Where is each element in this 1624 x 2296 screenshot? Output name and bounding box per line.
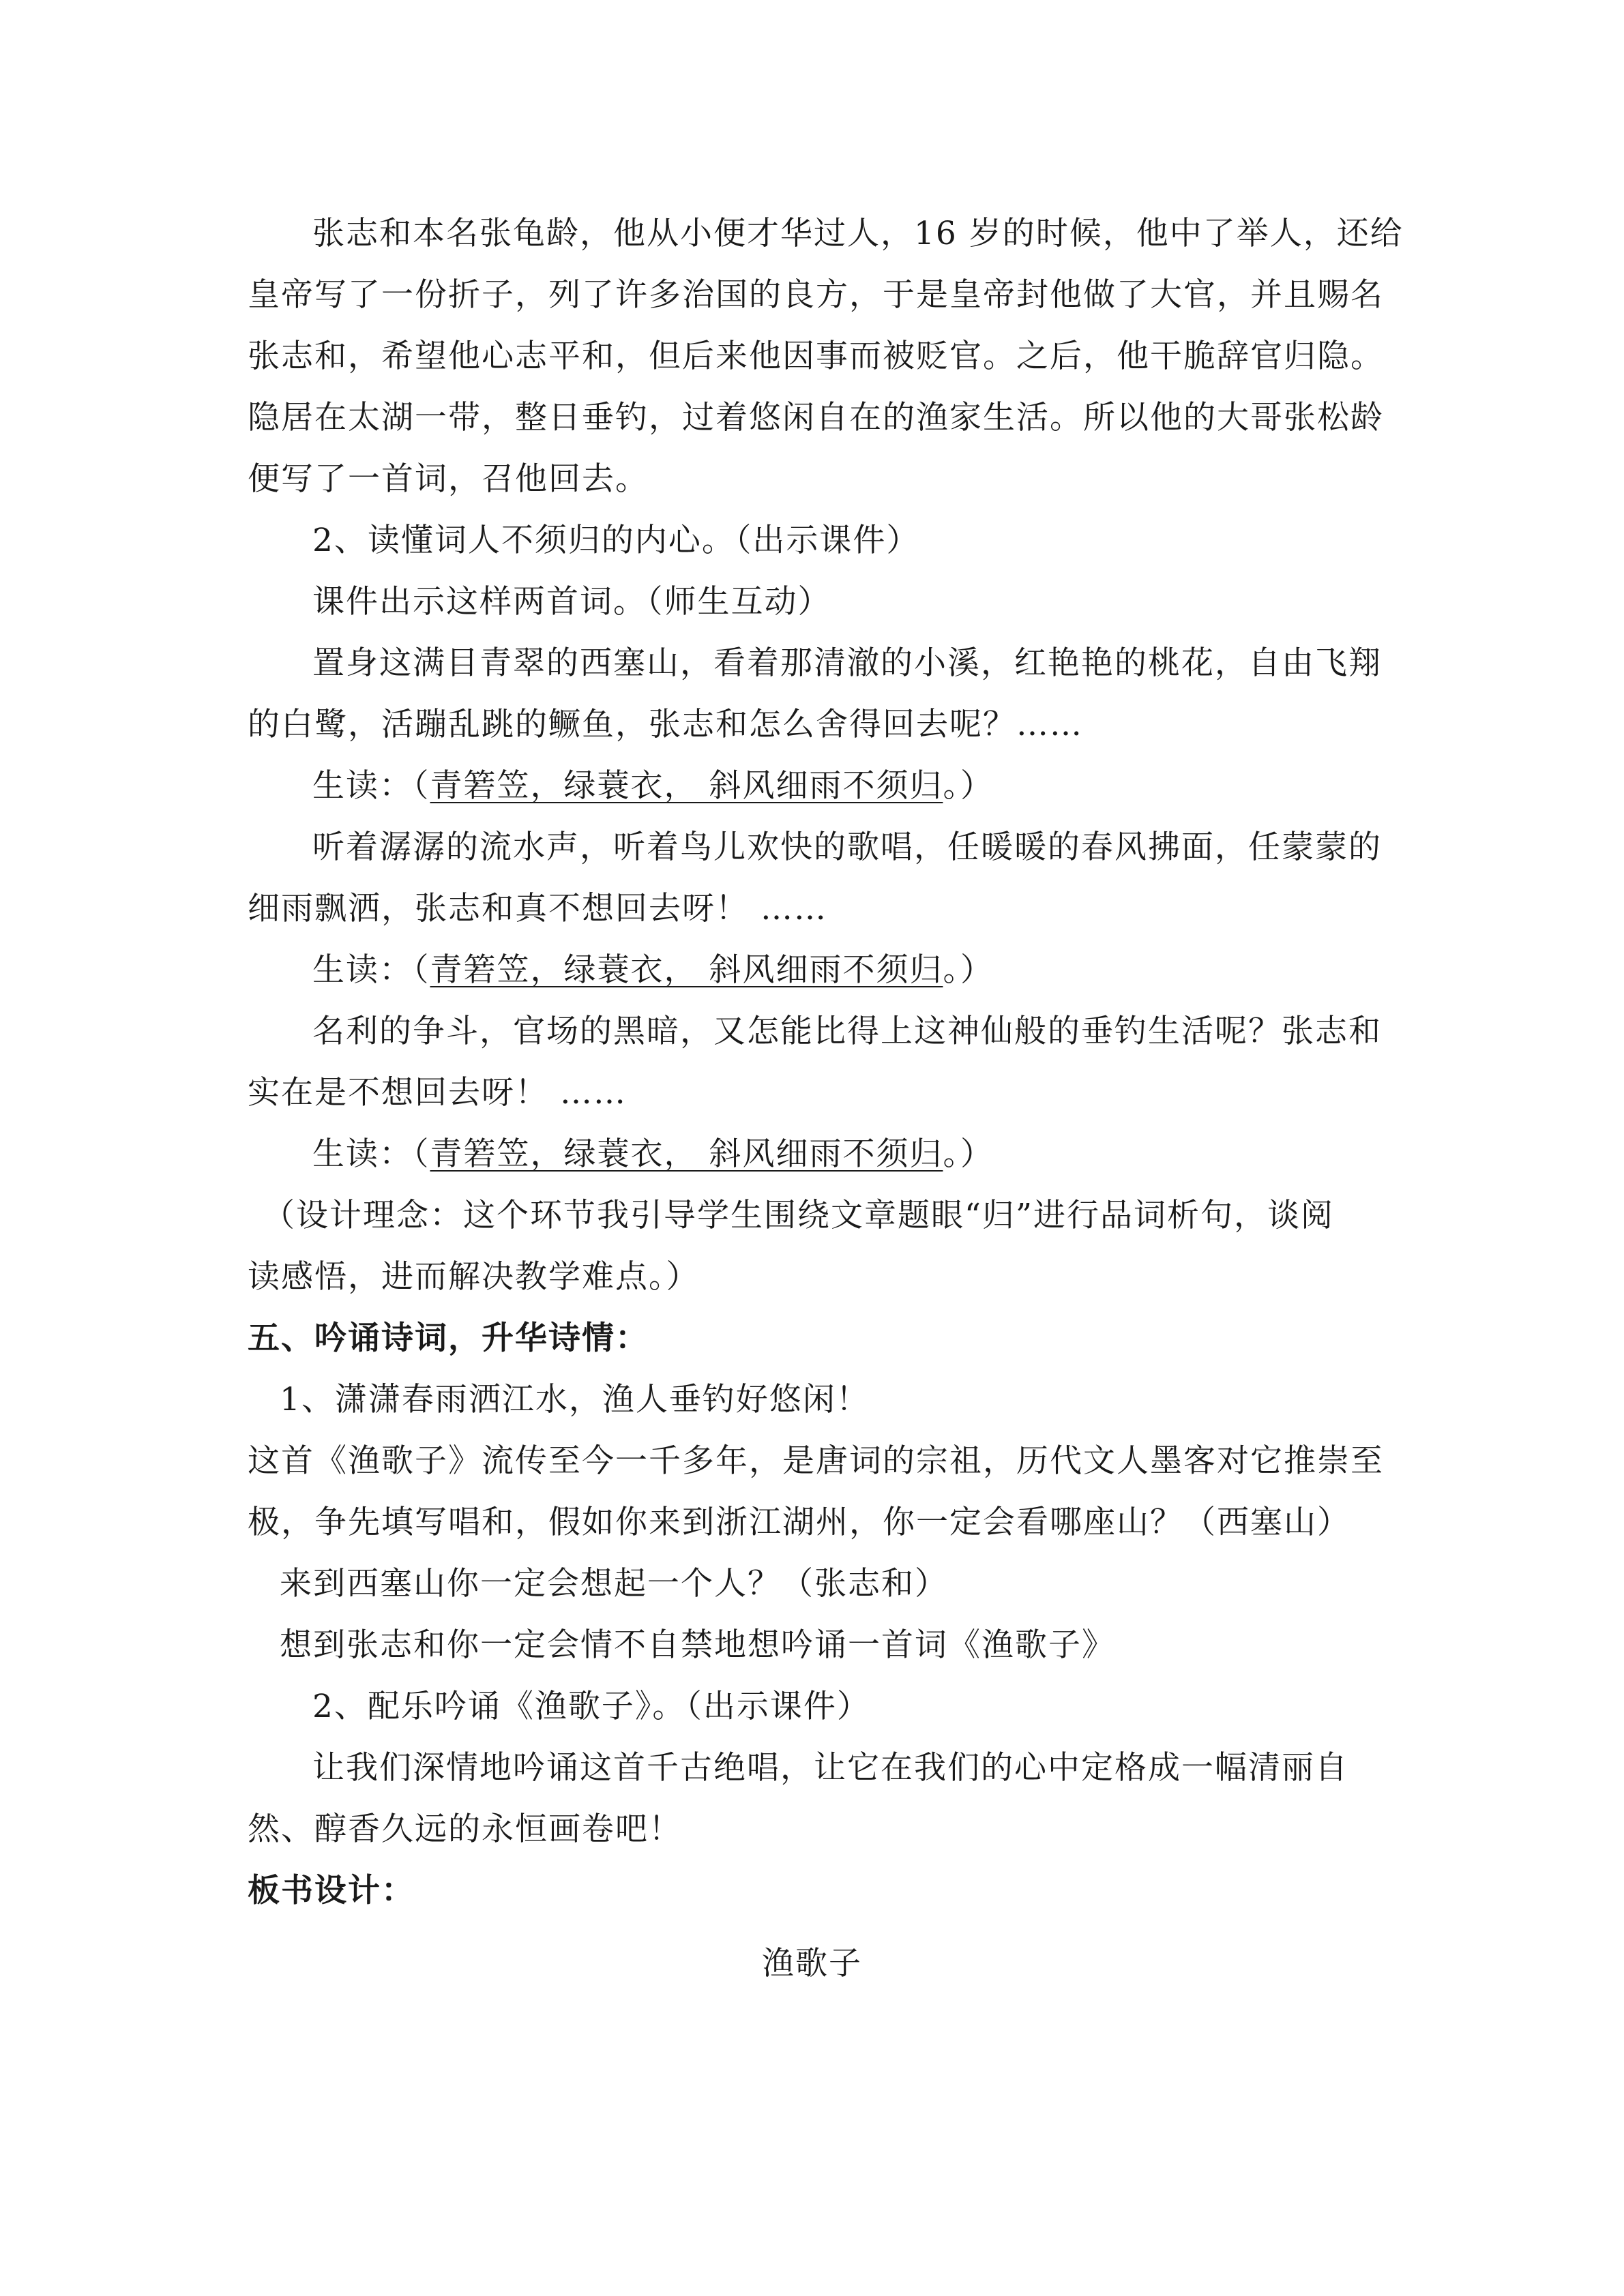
- paragraph-line: 名利的争斗，官场的黑暗，又怎能比得上这神仙般的垂钓生活呢？张志和: [312, 1013, 1382, 1050]
- reading-prefix: 生读：（: [312, 767, 430, 805]
- design-note-line: 读感悟，进而解决教学难点。）: [248, 1258, 700, 1296]
- reading-prefix: 生读：（: [312, 1135, 430, 1173]
- paragraph-line: 想到张志和你一定会情不自禁地想吟诵一首词《渔歌子》: [280, 1626, 1115, 1664]
- paragraph-line: 这首《渔歌子》流传至今一千多年，是唐词的宗祖，历代文人墨客对它推崇至: [248, 1442, 1384, 1480]
- section-item: 2、读懂词人不须归的内心。（出示课件）: [312, 522, 920, 559]
- paragraph-line: 便写了一首词，召他回去。: [248, 460, 649, 498]
- reading-suffix: 。）: [943, 1135, 994, 1173]
- student-reading-line: [312, 1134, 1445, 1175]
- paragraph-line: 细雨飘洒，张志和真不想回去呀！ ……: [248, 890, 827, 927]
- paragraph-line: 极，争先填写唱和，假如你来到浙江湖州，你一定会看哪座山？（西塞山）: [248, 1504, 1350, 1541]
- reading-suffix: 。）: [943, 951, 994, 989]
- reading-prefix: 生读：（: [312, 951, 430, 989]
- paragraph-line: 实在是不想回去呀！ ……: [248, 1074, 627, 1112]
- paragraph-line: 隐居在太湖一带，整日垂钓，过着悠闲自在的渔家生活。所以他的大哥张松龄: [248, 399, 1384, 436]
- section-item: 2、配乐吟诵《渔歌子》。（出示课件）: [312, 1688, 870, 1725]
- paragraph-line: 让我们深情地吟诵这首千古绝唱，让它在我们的心中定格成一幅清丽自: [312, 1749, 1348, 1787]
- paragraph-line: 张志和，希望他心志平和，但后来他因事而被贬官。之后，他干脆辞官归隐。: [248, 338, 1384, 375]
- student-reading-line: [312, 766, 1445, 807]
- paragraph-line: 的白鹭，活蹦乱跳的鳜鱼，张志和怎么舍得回去呢？……: [248, 706, 1083, 743]
- paragraph-line: 来到西塞山你一定会想起一个人？（张志和）: [280, 1565, 948, 1602]
- section-heading: 五、吟诵诗词，升华诗情：: [248, 1320, 649, 1357]
- paragraph-line: 然、醇香久远的永恒画卷吧！: [248, 1810, 682, 1848]
- design-note-line: （设计理念：这个环节我引导学生围绕文章题眼“归”进行品词析句，谈阅: [263, 1197, 1335, 1234]
- section-item: 1、潇潇春雨洒江水，渔人垂钓好悠闲！: [280, 1381, 870, 1418]
- reading-quote: 青箬笠，绿蓑衣， 斜风细雨不须归: [430, 951, 943, 989]
- reading-quote: 青箬笠，绿蓑衣， 斜风细雨不须归: [430, 1135, 943, 1173]
- board-title: 渔歌子: [762, 1945, 862, 1982]
- paragraph-line: 听着潺潺的流水声，听着鸟儿欢快的歌唱，任暖暖的春风拂面，任蒙蒙的: [312, 829, 1382, 866]
- reading-suffix: 。）: [943, 767, 994, 805]
- board-design-heading: 板书设计：: [248, 1872, 415, 1909]
- paragraph-line: 皇帝写了一份折子，列了许多治国的良方，于是皇帝封他做了大官，并且赐名: [248, 276, 1384, 314]
- paragraph-line: 置身这满目青翠的西塞山，看着那清澈的小溪，红艳艳的桃花，自由飞翔: [312, 644, 1382, 682]
- paragraph-line: 张志和本名张龟龄，他从小便才华过人，16 岁的时候，他中了举人，还给: [312, 215, 1404, 252]
- paragraph-line: 课件出示这样两首词。（师生互动）: [312, 583, 831, 621]
- reading-quote: 青箬笠，绿蓑衣， 斜风细雨不须归: [430, 767, 943, 805]
- student-reading-line: [312, 950, 1445, 991]
